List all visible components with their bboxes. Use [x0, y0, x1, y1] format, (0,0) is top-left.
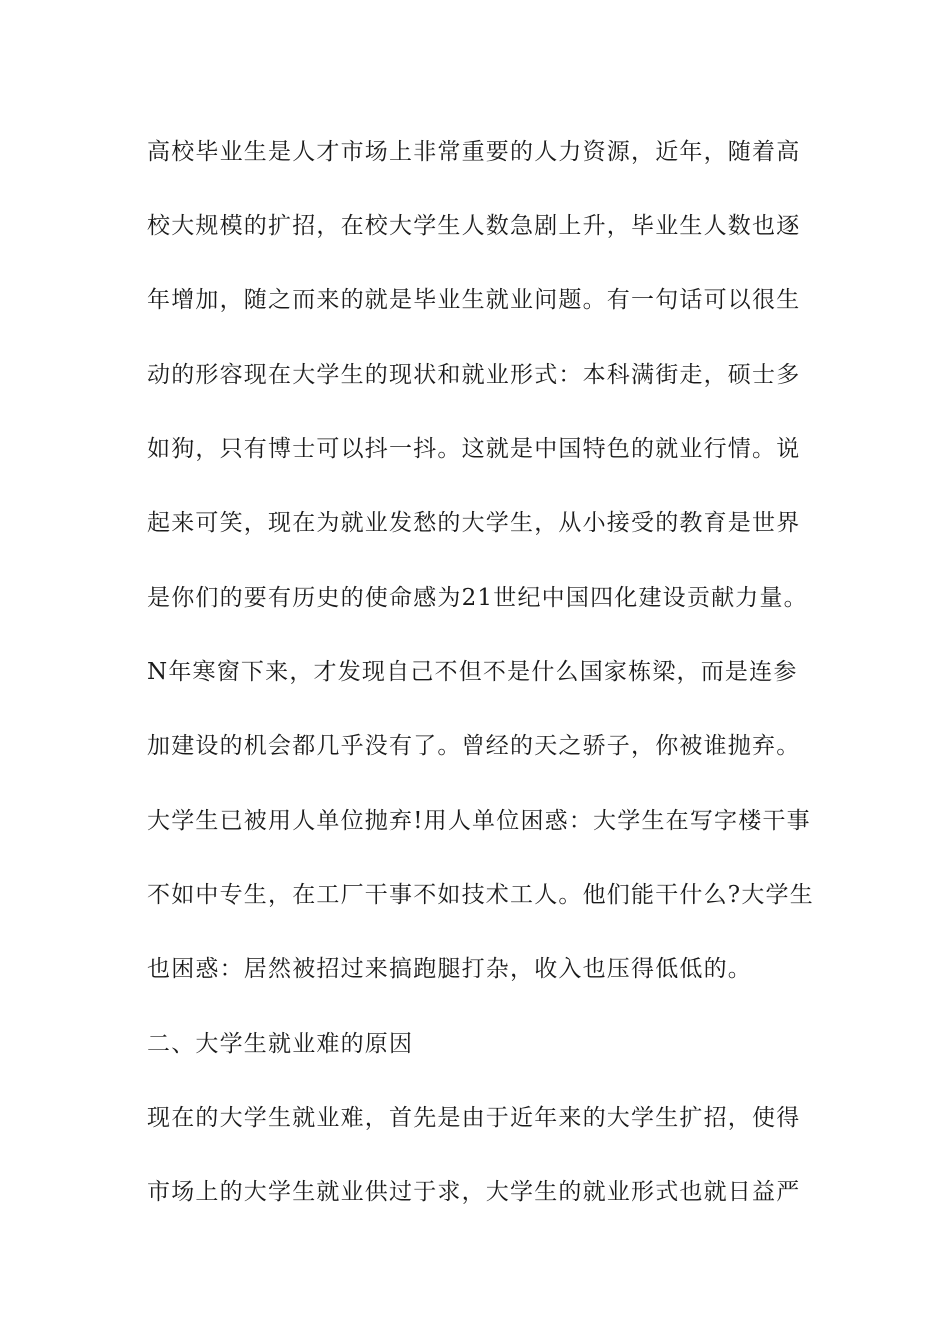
text-line: 动的形容现在大学生的现状和就业形式：本科满街走，硕士多 — [147, 362, 801, 388]
text-line: 不如中专生，在工厂干事不如技术工人。他们能干什么?大学生 — [147, 882, 814, 908]
text-line: 起来可笑，现在为就业发愁的大学生，从小接受的教育是世界 — [147, 510, 801, 536]
text-line: 加建设的机会都几乎没有了。曾经的天之骄子，你被谁抛弃。 — [147, 733, 801, 759]
text-line: 高校毕业生是人才市场上非常重要的人力资源，近年，随着高 — [147, 139, 801, 165]
text-line: 如狗，只有博士可以抖一抖。这就是中国特色的就业行情。说 — [147, 436, 801, 462]
text-line: 大学生已被用人单位抛弃!用人单位困惑：大学生在写字楼干事 — [147, 808, 811, 834]
text-line: 市场上的大学生就业供过于求，大学生的就业形式也就日益严 — [147, 1179, 801, 1205]
text-line: 是你们的要有历史的使命感为21世纪中国四化建设贡献力量。 — [147, 585, 808, 611]
text-line: 现在的大学生就业难，首先是由于近年来的大学生扩招，使得 — [147, 1105, 801, 1131]
text-line: N年寒窗下来，才发现自己不但不是什么国家栋梁，而是连参 — [147, 659, 798, 685]
text-line: 年增加，随之而来的就是毕业生就业问题。有一句话可以很生 — [147, 287, 801, 313]
text-line: 校大规模的扩招，在校大学生人数急剧上升，毕业生人数也逐 — [147, 213, 801, 239]
section-heading: 二、大学生就业难的原因 — [147, 1031, 414, 1057]
text-line: 也困惑：居然被招过来搞跑腿打杂，收入也压得低低的。 — [147, 956, 752, 982]
